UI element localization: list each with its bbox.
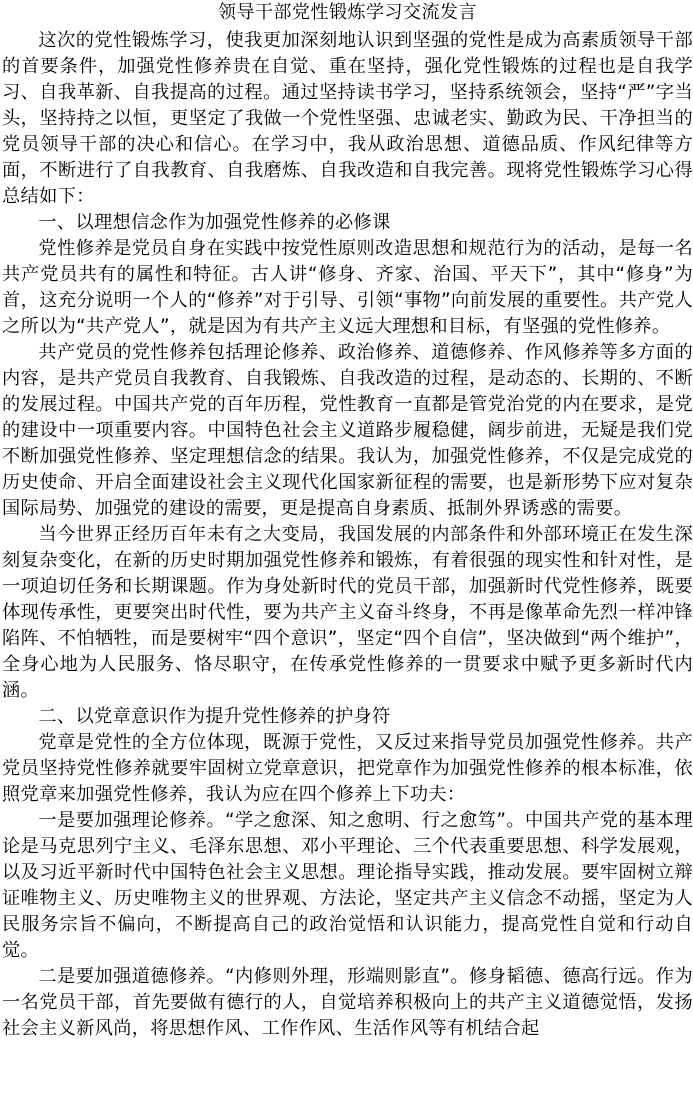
paragraph-2: 共产党员的党性修养包括理论修养、政治修养、道德修养、作风修养等多方面的内容，是共产党员自我教育、自我锻炼、自我改造的过程，是动态的、长期的、不断的发展过程。中国共产党的百年历程，党性教育一直都是管党治党的内在要求，是党的建设中一项重要内容。中国特色社会主义道路步履稳健，阔步前进，无疑是我们党不断加强党性修养、坚定理想信念的结果。我认为，加强党性修养，不仅是完成党的历史使命、开启全面建设社会主义现代化国家新征程的需要，也是新形势下应对复杂国际局势、加强党的建设的需要，更是提高自身素质、抵制外界诱惑的需要。: [2, 342, 693, 519]
paragraph-intro: 这次的党性锻炼学习，使我更加深刻地认识到坚强的党性是成为高素质领导干部的首要条件，加强党性修养贵在自觉、重在坚持，强化党性锻炼的过程也是自我学习、自我革新、自我提高的过程。通过坚持读书学习，坚持系统领会，坚持“严”字当头，坚持持之以恒，更坚定了我做一个党性坚强、忠诚老实、勤政为民、干净担当的党员领导干部的决心和信心。在学习中，我从政治思想、道德品质、作风纪律等方面，不断进行了自我教育、自我磨炼、自我改造和自我完善。现将党性锻炼学习心得总结如下：: [2, 30, 693, 207]
section-heading-2: 二、以党章意识作为提升党性修养的护身符: [38, 706, 391, 727]
document-title: 领导干部党性锻炼学习交流发言: [218, 2, 477, 23]
section-heading-1: 一、以理想信念作为加强党性修养的必修课: [38, 212, 391, 233]
paragraph-1: 党性修养是党员自身在实践中按党性原则改造思想和规范行为的活动，是每一名共产党员共有的属性和特征。古人讲“修身、齐家、治国、平天下”，其中“修身”为首，这充分说明一个人的“修养”对于引导、引领“事物”向前发展的重要性。共产党人之所以为“共产党人”，就是因为有共产主义远大理想和目标，有坚强的党性修养。: [2, 238, 693, 337]
paragraph-5: 一是要加强理论修养。“学之愈深、知之愈明、行之愈笃”。中国共产党的基本理论是马克思列宁主义、毛泽东思想、邓小平理论、三个代表重要思想、科学发展观，以及习近平新时代中国特色社会主义思想。理论指导实践，推动发展。要牢固树立辩证唯物主义、历史唯物主义的世界观、方法论，坚定共产主义信念不动摇，坚定为人民服务宗旨不偏向，不断提高自己的政治觉悟和认识能力，提高党性自觉和行动自觉。: [2, 810, 693, 961]
paragraph-3: 当今世界正经历百年未有之大变局，我国发展的内部条件和外部环境正在发生深刻复杂变化，在新的历史时期加强党性修养和锻炼，有着很强的现实性和针对性，是一项迫切任务和长期课题。作为身处新时代的党员干部，加强新时代党性修养，既要体现传承性，更要突出时代性，要为共产主义奋斗终身，不再是像革命先烈一样冲锋陷阵、不怕牺牲，而是要树牢“四个意识”，坚定“四个自信”，坚决做到“两个维护”，全身心地为人民服务、恪尽职守，在传承党性修养的一贯要求中赋予更多新时代内涵。: [2, 524, 693, 701]
paragraph-4: 党章是党性的全方位体现，既源于党性，又反过来指导党员加强党性修养。共产党员坚持党性修养就要牢固树立党章意识，把党章作为加强党性修养的根本标准，依照党章来加强党性修养，我认为应在四个修养上下功夫：: [2, 732, 693, 805]
paragraph-6: 二是要加强道德修养。“内修则外理，形端则影直”。修身韬德、德高行远。作为一名党员干部，首先要做有德行的人，自觉培养积极向上的共产主义道德觉悟，发扬社会主义新风尚，将思想作风、工作作风、生活作风等有机结合起: [2, 966, 693, 1039]
